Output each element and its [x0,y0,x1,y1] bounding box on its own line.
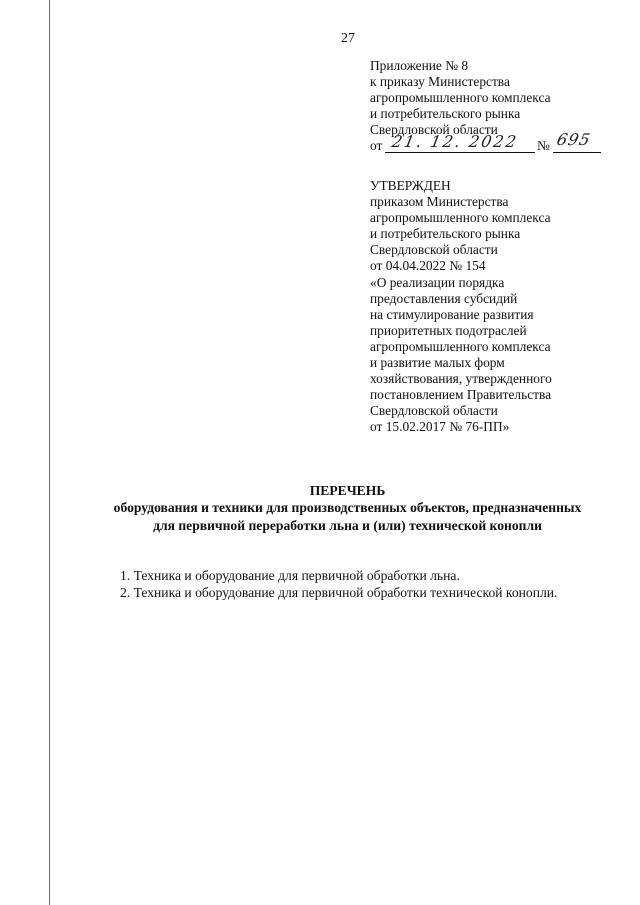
subtitle-line: оборудования и техники для производственных объектов, предназначенных [113,500,582,515]
appendix-block [370,58,593,155]
approval-line: и потребительского рынка [370,226,521,242]
appendix-line: Свердловской области [370,122,498,138]
approval-line: от 04.04.2022 № 154 [370,258,486,274]
appendix-line: к приказу Министерства [370,74,510,90]
date-prefix: от [370,138,383,154]
approval-line: предоставления субсидий [370,290,518,306]
approval-line: «О реализации порядка [370,274,505,290]
appendix-line: и потребительского рынка [370,106,521,122]
approval-line: агропромышленного комплекса [370,338,551,354]
approval-line: Свердловской области [370,403,498,419]
appendix-line: агропромышленного комплекса [370,90,551,106]
approval-line: приказом Министерства [370,194,509,210]
approval-line: от 15.02.2017 № 76-ПП» [370,419,510,435]
date-underline [385,152,535,153]
document-subtitle [60,499,635,535]
list-item: 2. Техника и оборудование для первичной обработки технической конопли. [120,585,558,600]
equipment-list [120,567,557,601]
number-label: № [537,138,550,154]
page-left-border [49,0,50,905]
handwritten-number: 695 [555,130,593,150]
handwritten-date: 21. 12. 2022 [390,132,520,152]
subtitle-line: для первичной переработки льна и (или) технической конопли [153,518,542,533]
approval-line: Свердловской области [370,242,498,258]
approval-line: на стимулирование развития [370,306,534,322]
approval-line: УТВЕРЖДЕН [370,178,451,193]
approval-line: хозяйствования, утвержденного [370,371,552,387]
list-item: 1. Техника и оборудование для первичной обработки льна. [120,568,460,583]
appendix-line: Приложение № 8 [370,58,469,73]
page-number: 27 [341,31,355,46]
approval-line: и развитие малых форм [370,355,505,371]
approval-line: агропромышленного комплекса [370,210,551,226]
approval-block [370,178,552,436]
number-underline [553,152,601,153]
approval-line: приоритетных подотраслей [370,322,527,338]
document-title: ПЕРЕЧЕНЬ [309,483,386,498]
approval-line: постановлением Правительства [370,387,552,403]
